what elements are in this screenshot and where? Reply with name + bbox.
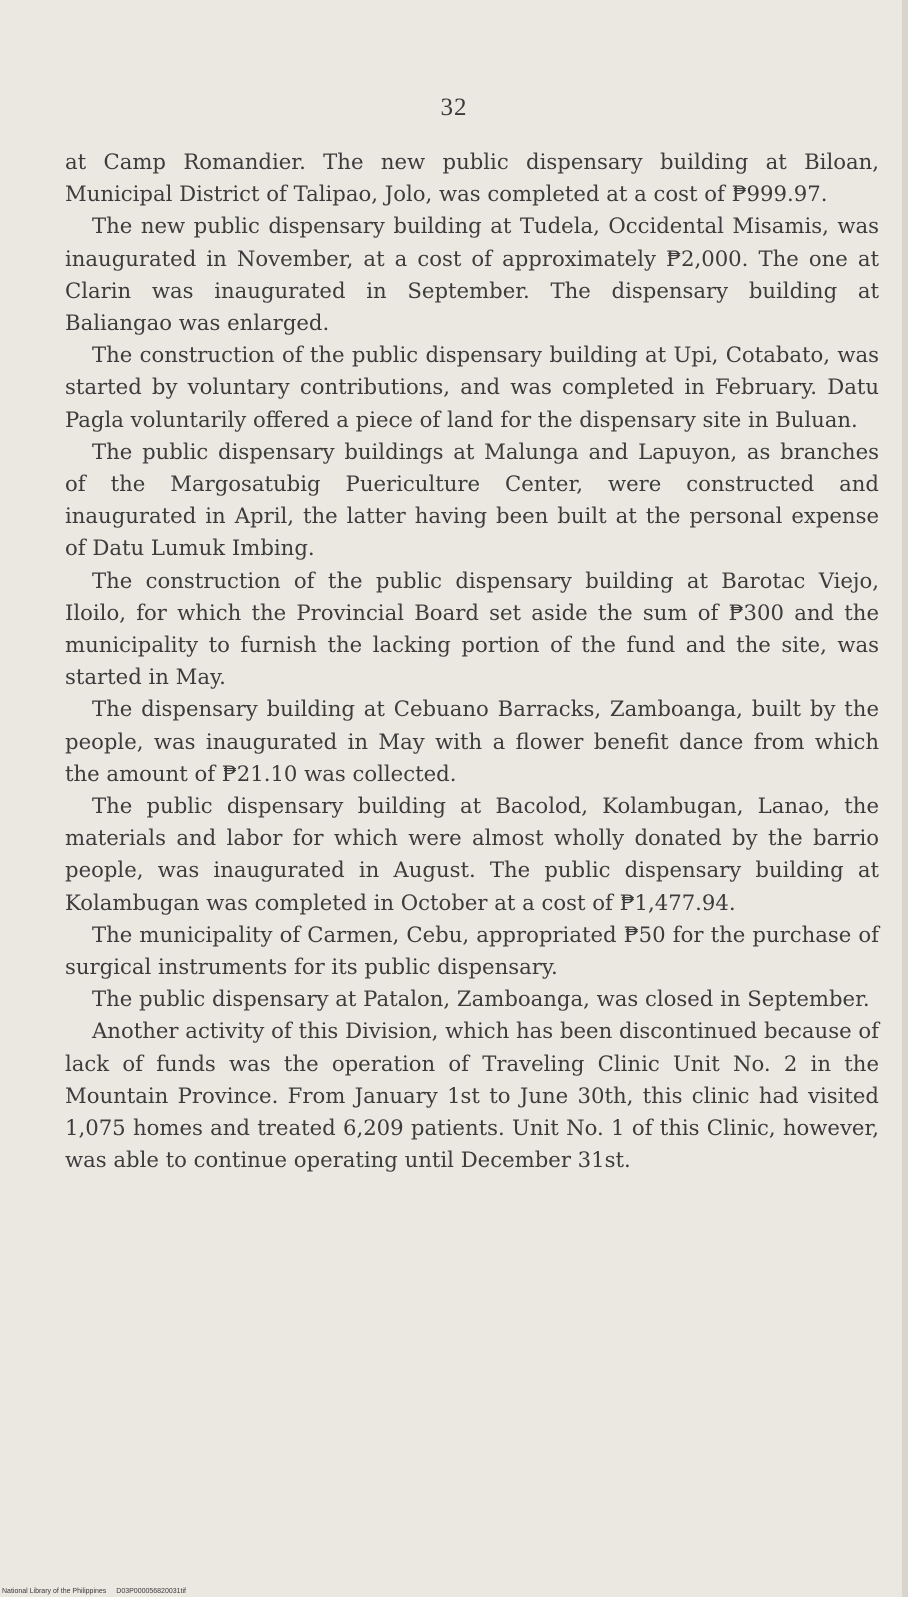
footer-library-label: National Library of the Philippines [2, 1588, 107, 1595]
footer-file-id: D03P000056820031tif [116, 1588, 186, 1595]
page-number: 32 [440, 94, 468, 121]
body-text [65, 146, 879, 1177]
paragraph: The new public dispensary building at Tudela, Occidental Misamis, was inaugurated in November, at a cost of approximately ₱2,000. The one at Clarin was inaugurated in September. The dispensary building at Baliangao was enlarged. [65, 213, 879, 336]
paragraph: at Camp Romandier. The new public dispensary building at Biloan, Municipal District of Talipao, Jolo, was completed at a cost of ₱999.97. [65, 149, 879, 207]
paragraph: The municipality of Carmen, Cebu, appropriated ₱50 for the purchase of surgical instruments for its public dispensary. [65, 921, 879, 980]
paragraph: The public dispensary at Patalon, Zamboanga, was closed in September. [92, 986, 870, 1012]
paragraph: The public dispensary building at Bacolod, Kolambugan, Lanao, the materials and labor for which were almost wholly donated by the barrio people, was inaugurated in August. The public dispensary building at Kolambugan was completed in October at a cost of ₱1,477.94. [65, 793, 879, 915]
paragraph: The dispensary building at Cebuano Barracks, Zamboanga, built by the people, was inaugurated in May with a flower benefit dance from which the amount of ₱21.10 was collected. [65, 696, 879, 786]
page-edge-shadow [902, 0, 908, 1597]
scan-footer [2, 1588, 186, 1595]
paragraph: The public dispensary buildings at Malunga and Lapuyon, as branches of the Margosatubig Puericulture Center, were constructed and inaugurated in April, the latter having been built at the personal expense of Datu Lumuk Imbing. [65, 438, 879, 561]
paragraph: Another activity of this Division, which has been discontinued because of lack of funds was the operation of Traveling Clinic Unit No. 2 in the Mountain Province. From January 1st to June 30th, this clinic had visited 1,075 homes and treated 6,209 patients. Unit No. 1 of this Clinic, however, was able to continue operating until December 31st. [65, 1018, 879, 1173]
paragraph: The construction of the public dispensary building at Barotac Viejo, Iloilo, for which the Provincial Board set aside the sum of ₱300 and the municipality to furnish the lacking portion of the fund and the site, was started in May. [65, 567, 879, 690]
paragraph: The construction of the public dispensary building at Upi, Cotabato, was started by voluntary contributions, and was completed in February. Datu Pagla voluntarily offered a piece of land for the dispensary site in Buluan. [65, 342, 879, 432]
